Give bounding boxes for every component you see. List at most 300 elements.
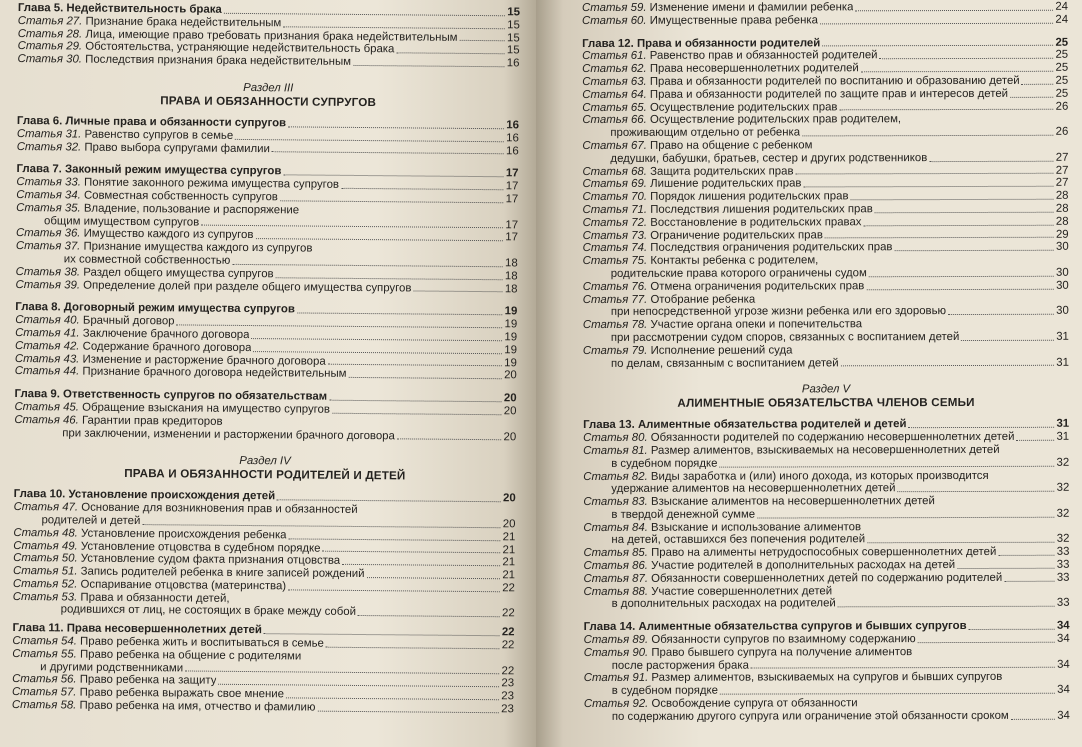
article-label: Статья 30. [17,53,83,66]
article-title: Последствия ограничения родительских прав [650,241,893,255]
article-label: Статья 83. [583,495,648,509]
toc-entry [583,228,1069,242]
toc-entry-continuation [582,151,1068,165]
page-number: 24 [1055,0,1069,13]
article-label: Статья 40. [15,314,80,327]
toc-entry-continuation [583,267,1069,281]
page-number: 32 [1056,482,1070,495]
page-number: 31 [1056,330,1069,343]
article-label: Статья 62. [582,63,647,76]
dot-leader [957,568,1055,569]
article-title: Защита родительских прав [650,165,794,178]
page-number: 31 [1056,356,1069,369]
page-number: 17 [505,218,519,231]
page-number: 20 [503,392,517,405]
toc-entry [582,75,1068,89]
page-number: 26 [1055,100,1069,113]
page-number: 34 [1057,683,1070,697]
article-label: Статья 51. [12,565,78,578]
page-number: 27 [1055,151,1069,164]
article-title: Права и обязанности детей, [80,591,230,605]
dot-leader [255,238,503,241]
chapter-label: Глава 12. [582,37,634,50]
dot-leader [218,684,499,687]
page-number: 23 [501,690,515,703]
toc-entry [583,572,1069,586]
entry-title [582,101,837,114]
article-title: в судебном порядке [611,684,719,698]
article-label: Статья 79. [582,344,648,357]
page-number: 34 [1056,632,1070,645]
article-label: Статья 78. [582,318,648,332]
page-number: 30 [1056,266,1069,279]
article-label: Статья 46. [14,413,79,427]
article-title: Размер алиментов, взыскиваемых на несовершеннолетних детей [650,443,1000,457]
article-title: Обязанности супругов по взаимному содержанию [651,633,916,646]
article-title: Изменение и расторжение брачного договора [82,353,326,368]
toc-entry-lead [583,495,1069,509]
entry-title [583,242,893,256]
article-title: Определение долей при разделе общего имущества супругов [83,279,412,294]
article-label: Статья 88. [583,585,649,598]
dot-leader [838,606,1055,608]
article-label: Статья 86. [583,559,648,573]
page-number: 21 [502,543,516,556]
toc-entry-continuation [583,456,1069,470]
page-number: 21 [502,530,516,544]
page-number: 23 [501,703,514,716]
article-title: Установление судом факта признания отцовства [80,552,341,568]
article-label: Статья 65. [582,101,647,114]
article-title: Право бывшего супруга на получение алиментов [651,645,913,659]
entry-title [611,305,946,319]
toc-entry-continuation [584,684,1070,698]
entry-title [583,559,955,573]
article-label: Статья 36. [15,227,81,240]
toc-entry-lead [584,584,1070,598]
toc-entry-lead [583,254,1069,268]
page-number: 22 [501,607,515,620]
chapter-title: Алиментные обязательства родителей и детей [637,418,907,432]
page-number: 22 [502,582,515,595]
article-title: после расторжения брака [611,659,749,672]
page-number: 25 [1055,49,1069,62]
article-title: Право на общение с ребенком [650,139,813,152]
toc-entry-continuation [583,305,1069,319]
page-number: 15 [507,6,520,19]
article-label: Статья 55. [12,647,77,661]
article-label: Статья 82. [583,470,648,483]
dot-leader [185,671,499,675]
dot-leader [277,499,501,502]
page-number: 28 [1055,202,1069,215]
page-number: 30 [1056,279,1069,292]
article-label: Статья 43. [14,352,80,366]
dot-leader [332,412,502,414]
article-title: Гарантии прав кредиторов [81,414,223,428]
dot-leader [367,577,501,579]
article-title: Последствия лишения родительских прав [650,203,873,216]
article-title: при заключении, изменении и расторжении брачного договора [62,426,395,442]
toc-entry [583,279,1069,293]
entry-title [12,699,316,714]
page-number: 33 [1056,546,1070,559]
entry-title [611,508,755,521]
article-label: Статья 61. [582,50,647,63]
dot-leader [866,288,1054,289]
section-number: Раздел IV [239,455,291,468]
toc-entry-lead [583,444,1069,458]
article-title: Осуществление родительских прав [649,100,838,114]
article-label: Статья 52. [12,577,78,591]
page-number: 31 [1056,430,1070,443]
dot-leader [855,10,1053,12]
toc-entry-continuation [582,126,1068,140]
entry-title [582,88,1008,102]
entry-title [612,710,1009,724]
page-number: 16 [505,144,519,157]
article-title: по делам, связанным с воспитанием детей [610,356,839,370]
article-title: дедушки, бабушки, братьев, сестер и других родственников [610,151,928,165]
chapter-title: Алиментные обязательства супругов и бывших супругов [638,620,967,634]
page-number: 31 [1056,418,1070,431]
dot-leader [875,212,1054,213]
toc-entry-continuation [583,533,1069,547]
toc-chapter [583,418,1069,432]
page-number: 22 [501,664,515,678]
entry-title [582,178,801,191]
article-label: Статья 89. [583,633,649,647]
article-label: Статья 35. [16,201,81,215]
article-label: Статья 70. [582,190,648,204]
dot-leader [358,615,500,617]
page-number: 33 [1056,571,1070,584]
entry-title [40,661,183,675]
page-number: 21 [502,569,516,582]
article-title: Оспаривание отцовства (материнства) [80,578,287,593]
article-label: Статья 67. [582,139,647,152]
dot-leader [1004,580,1055,581]
article-label: Статья 53. [12,590,78,604]
toc-entry-continuation [583,508,1069,522]
toc-entry-lead [584,671,1070,685]
page-number: 28 [1055,189,1069,202]
article-title: Имущественные права ребенка [649,14,818,27]
article-title: Участие совершеннолетних детей [651,585,833,598]
article-label: Статья 54. [12,635,77,648]
page-number: 22 [501,626,515,639]
dot-leader [1022,84,1054,85]
entry-title [583,431,1014,445]
article-title: Права и обязанности родителей по воспитанию и образованию детей [649,74,1020,88]
left-page [0,0,536,747]
dot-leader [251,338,502,341]
page-number: 25 [1055,36,1069,49]
article-label: Статья 91. [583,672,649,685]
dot-leader [224,13,505,16]
article-title: Последствия признания брака недействительным [85,53,352,69]
article-title: Запись родителей ребенка в книге записей рождений [80,565,365,581]
page-number: 16 [506,119,519,132]
toc-entry [582,164,1068,178]
article-title: Раздел общего имущества супругов [83,266,274,280]
page-number: 17 [505,167,519,180]
article-label: Статья 76. [582,280,648,293]
dot-leader [232,264,503,267]
chapter-label: Глава 11. [12,622,64,635]
article-label: Статья 39. [15,278,81,292]
entry-title [610,127,800,140]
article-title: Содержание брачного договора [82,340,252,354]
toc-entry [583,431,1069,445]
page-number: 30 [1056,305,1069,318]
page-number: 18 [504,270,518,283]
article-title: Равенство супругов в семье [84,128,234,142]
page-number: 20 [503,430,517,443]
chapter-label: Глава 10. [13,488,66,501]
dot-leader [948,314,1054,315]
dot-leader [918,642,1055,643]
article-label: Статья 29. [17,40,83,53]
page-number: 24 [1055,13,1069,26]
article-label: Статья 64. [582,88,647,101]
page-number: 26 [1055,125,1069,138]
article-title: Право ребенка выражать свое мнение [79,686,285,701]
entry-title [582,165,793,178]
page-number: 21 [502,556,516,569]
dot-leader [822,45,1053,47]
page-number: 30 [1055,241,1069,254]
article-title: Совместная собственность супругов [83,189,278,204]
toc-entry-lead [583,520,1069,534]
page-number: 23 [501,677,515,690]
toc-entry-lead [582,139,1068,153]
article-title: Лица, имеющие право требовать признания брака недействительным [85,28,458,44]
article-label: Статья 81. [583,444,648,457]
toc-entry-lead [582,113,1068,127]
entry-title [583,572,1002,586]
page-number: 18 [504,282,518,295]
article-label: Статья 38. [15,265,81,279]
article-title: Право на алименты нетрудоспособных совершеннолетних детей [651,546,997,560]
dot-leader [825,237,1054,239]
dot-leader [326,647,500,650]
dot-leader [864,224,1054,225]
dot-leader [898,491,1055,492]
article-label: Статья 31. [16,127,82,141]
dot-leader [283,174,503,177]
entry-title [584,633,916,647]
toc-entry [583,241,1069,255]
toc-entry [582,1,1068,15]
article-title: Понятие законного режима имущества супругов [84,176,340,191]
article-title: Основание для возникновения прав и обязанностей [81,501,358,517]
page-number: 28 [1055,215,1069,228]
dot-leader [341,188,504,190]
toc-entry [583,215,1069,229]
entry-title [62,427,395,443]
article-title: Восстановление в родительских правах [650,216,862,229]
dot-leader [396,52,505,54]
article-title: при рассмотрении судом споров, связанных с воспитанием детей [610,330,960,344]
article-title: их совместной собственностью [63,253,231,267]
article-label: Статья 57. [11,686,77,699]
page-number: 19 [504,331,518,344]
section-number: Раздел V [801,383,851,396]
page-number: 22 [501,639,515,652]
article-title: Признание брачного договора недействительным [82,365,347,381]
article-label: Статья 74. [582,242,648,255]
chapter-label: Глава 13. [583,419,635,432]
article-title: Имущество каждого из супругов [83,227,254,242]
dot-leader [867,542,1055,543]
article-title: Взыскание алиментов на несовершеннолетних детей [650,495,935,508]
page-number: 17 [505,231,519,244]
page-number: 20 [504,369,517,382]
dot-leader [803,186,1053,188]
dot-leader [820,22,1053,24]
article-title: Брачный договор [82,314,175,328]
dot-leader [329,400,502,403]
article-title: в судебном порядке [611,457,718,470]
entry-title [583,229,823,242]
article-label: Статья 42. [14,339,80,353]
toc-entry-lead [584,697,1070,711]
toc-chapter [584,620,1070,634]
page-number: 15 [506,31,520,44]
page-number: 25 [1055,61,1069,74]
dot-leader [353,65,505,67]
dot-leader [720,693,1055,695]
dot-leader [459,40,505,41]
article-title: Отобрание ребенка [650,293,756,306]
entry-title [582,190,848,203]
dot-leader [929,160,1053,161]
article-label: Статья 58. [11,699,77,712]
article-title: Ограничение родительских прав [650,228,823,242]
page-number: 29 [1055,228,1069,241]
entry-title [610,152,927,166]
right-page [536,0,1082,747]
entry-title [582,1,853,15]
page-number: 33 [1056,597,1070,610]
toc-entry [583,203,1069,217]
section-title: ПРАВА И ОБЯЗАННОСТИ РОДИТЕЛЕЙ И ДЕТЕЙ [124,467,406,483]
article-title: Осуществление родительских прав родителем, [649,113,902,127]
entry-title [582,37,820,50]
article-label: Статья 80. [583,431,648,445]
article-title: в дополнительных расходах на родителей [611,597,836,611]
article-label: Статья 27. [17,14,83,28]
article-title: Признание имущества каждого из супругов [83,240,313,255]
article-title: Обстоятельства, устраняющие недействительность брака [85,40,395,56]
dot-leader [839,109,1053,111]
page-number: 16 [506,57,520,70]
page-number: 15 [507,19,520,32]
dot-leader [342,564,500,566]
page-number: 20 [502,492,516,505]
article-label: Статья 60. [582,14,647,27]
dot-leader [280,200,504,203]
entry-title [612,685,718,698]
dot-leader [802,135,1054,137]
article-label: Статья 84. [583,521,648,534]
dot-leader [348,377,502,379]
dot-leader [253,351,502,354]
page-number: 25 [1055,74,1069,87]
article-title: при непосредственной угрозе жизни ребенка или его здоровью [610,305,947,319]
entry-title [612,598,836,611]
page-number: 32 [1056,507,1070,520]
dot-leader [841,365,1055,367]
article-label: Статья 77. [582,293,648,306]
toc-entry [582,100,1068,114]
page-number: 34 [1057,709,1070,722]
toc-entry [582,190,1068,204]
article-label: Статья 28. [17,27,83,41]
chapter-title: Договорный режим имущества супругов [63,301,295,316]
article-title: Право ребенка на общение с родителями [79,648,302,663]
article-title: Порядок лишения родительских прав [650,190,849,203]
article-title: Участие органа опеки и попечительства [650,318,863,331]
entry-title [611,331,959,345]
article-title: и другими родственниками [40,660,184,675]
entry-title [15,365,347,381]
article-label: Статья 69. [582,178,647,191]
dot-leader [328,364,503,367]
article-label: Статья 71. [582,203,648,216]
toc-entry-continuation [584,658,1070,672]
article-label: Статья 50. [13,552,78,565]
dot-leader [397,439,502,441]
dot-leader [998,555,1054,556]
page-number: 19 [504,305,518,318]
dot-leader [289,538,501,541]
dot-leader [908,427,1054,428]
entry-title [582,75,1019,89]
toc-entry-lead [584,646,1070,660]
section-heading [14,453,516,484]
entry-title [583,203,873,217]
entry-title [611,267,867,280]
article-title: Исполнение решений суда [650,344,793,357]
entry-title [611,357,839,370]
page-number: 20 [502,518,516,531]
chapter-label: Глава 5. [17,2,64,15]
toc-entry [583,546,1069,560]
article-label: Статья 33. [16,176,81,189]
article-label: Статья 87. [583,572,649,585]
entry-title [583,280,865,294]
dot-leader [264,633,500,636]
page-number: 27 [1055,164,1069,177]
entry-title [15,279,411,295]
article-label: Статья 47. [13,501,79,514]
entry-title [584,620,967,634]
article-label: Статья 59. [582,1,647,14]
toc-entry [582,177,1068,191]
section-heading [583,383,1069,411]
article-title: Контакты ребенка с родителем, [650,254,819,267]
dot-leader [288,589,500,592]
toc-entry [582,49,1068,63]
entry-title [61,604,356,619]
article-title: Установление отцовства в судебном порядке [80,540,321,555]
toc-entry [584,633,1070,647]
page-number: 34 [1057,658,1070,671]
entry-title [583,546,996,560]
article-title: Права несовершеннолетних родителей [649,62,859,76]
